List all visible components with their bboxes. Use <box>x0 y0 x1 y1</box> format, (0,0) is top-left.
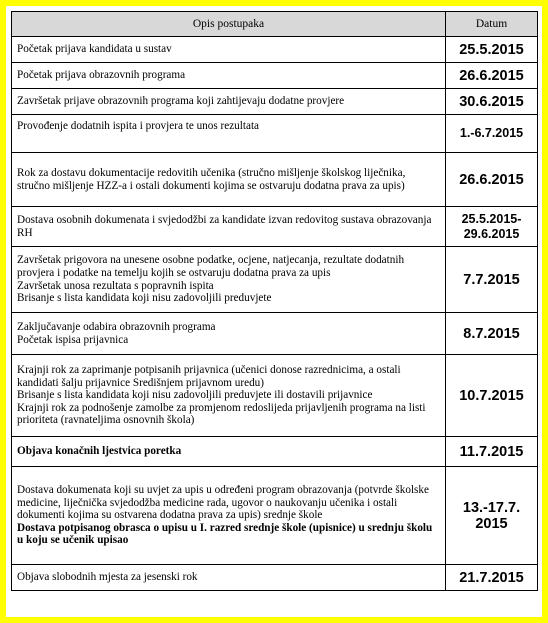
row-line: Završetak prijave obrazovnih programa koji zahtijevaju dodatne provjere <box>17 95 345 108</box>
row-line: Početak prijava obrazovnih programa <box>17 69 186 82</box>
row-line: Dostava osobnih dokumenata i svjedodžbi za kandidate izvan redovitog sustava obrazovanja RH <box>17 213 432 239</box>
header-description: Opis postupaka <box>12 12 446 37</box>
table-row <box>12 565 538 591</box>
row-description <box>12 247 446 313</box>
row-date: 8.7.2015 <box>446 313 538 355</box>
row-date: 21.7.2015 <box>446 565 538 591</box>
table-row <box>12 467 538 565</box>
row-line: Dostava potpisanog obrasca o upisu u I. razred srednje škole (upisnice) u srednju školu u koju se učenik upisao <box>17 521 433 547</box>
row-date: 30.6.2015 <box>446 89 538 115</box>
table-row <box>12 89 538 115</box>
row-description <box>12 565 446 591</box>
table-row <box>12 153 538 207</box>
row-line: Rok za dostavu dokumentacije redovitih učenika (stručno mišljenje školskog liječnika, stručno mišljenje HZZ-a i ostali dokumenti kojima se ostvaruju dodatna prava za upis) <box>17 166 406 192</box>
row-line: Krajnji rok za podnošenje zamolbe za promjenom redoslijeda prijavljenih programa na listi prioriteta (ravnateljima osnovnih škola) <box>17 401 426 427</box>
table-header-row <box>12 12 538 37</box>
row-line: Dostava dokumenata koji su uvjet za upis u određeni program obrazovanja (potvrde školske medicine, liječnička svjedodžba medicine rada, ugovor o naukovanju učenika i ostali dokumenti kojima su ostvarena dodatna prava za upis) srednje škole <box>17 484 429 522</box>
table-row <box>12 437 538 467</box>
row-line: Brisanje s lista kandidata koji nisu zadovoljili preduvjete ili dostavili prijavnice <box>17 389 373 402</box>
table-row <box>12 313 538 355</box>
row-line: Završetak unosa rezultata s popravnih ispita <box>17 279 214 292</box>
schedule-table <box>11 11 538 591</box>
row-description <box>12 153 446 207</box>
row-date: 11.7.2015 <box>446 437 538 467</box>
row-date: 25.5.2015 <box>446 37 538 63</box>
table-row <box>12 37 538 63</box>
table-row <box>12 115 538 153</box>
row-date: 7.7.2015 <box>446 247 538 313</box>
row-description <box>12 313 446 355</box>
row-line: Zaključavanje odabira obrazovnih programa <box>17 320 216 333</box>
row-line: Početak ispisa prijavnica <box>17 333 129 346</box>
table-row <box>12 247 538 313</box>
row-description <box>12 355 446 437</box>
row-description <box>12 467 446 565</box>
row-line: Provođenje dodatnih ispita i provjera te unos rezultata <box>17 120 260 132</box>
table-row <box>12 207 538 247</box>
row-date: 26.6.2015 <box>446 63 538 89</box>
row-line: Krajnji rok za zaprimanje potpisanih prijavnica (učenici donose razrednicima, a ostali kandidati šalju prijavnice Središnjem prijavnom uredu) <box>17 364 401 389</box>
row-description <box>12 115 446 153</box>
row-description <box>12 37 446 63</box>
row-description <box>12 437 446 467</box>
row-description <box>12 207 446 247</box>
row-line: Objava konačnih ljestvica poretka <box>17 445 182 458</box>
row-line: Brisanje s lista kandidata koji nisu zadovoljili preduvjete <box>17 292 272 305</box>
table-row <box>12 63 538 89</box>
row-date: 25.5.2015-29.6.2015 <box>446 207 538 247</box>
row-description <box>12 89 446 115</box>
row-line: Početak prijava kandidata u sustav <box>17 43 172 56</box>
row-description <box>12 63 446 89</box>
page-frame <box>6 6 542 617</box>
row-date: 1.-6.7.2015 <box>446 115 538 153</box>
row-line: Završetak prigovora na unesene osobne podatke, ocjene, natjecanja, rezultate dodatnih provjera i podatke na temelju kojih se ostvaruju dodatna prava za upis <box>17 254 405 279</box>
header-date: Datum <box>446 12 538 37</box>
row-date: 10.7.2015 <box>446 355 538 437</box>
table-row <box>12 355 538 437</box>
row-date: 13.-17.7. 2015 <box>446 467 538 565</box>
row-date: 26.6.2015 <box>446 153 538 207</box>
row-line: Objava slobodnih mjesta za jesenski rok <box>17 571 198 584</box>
